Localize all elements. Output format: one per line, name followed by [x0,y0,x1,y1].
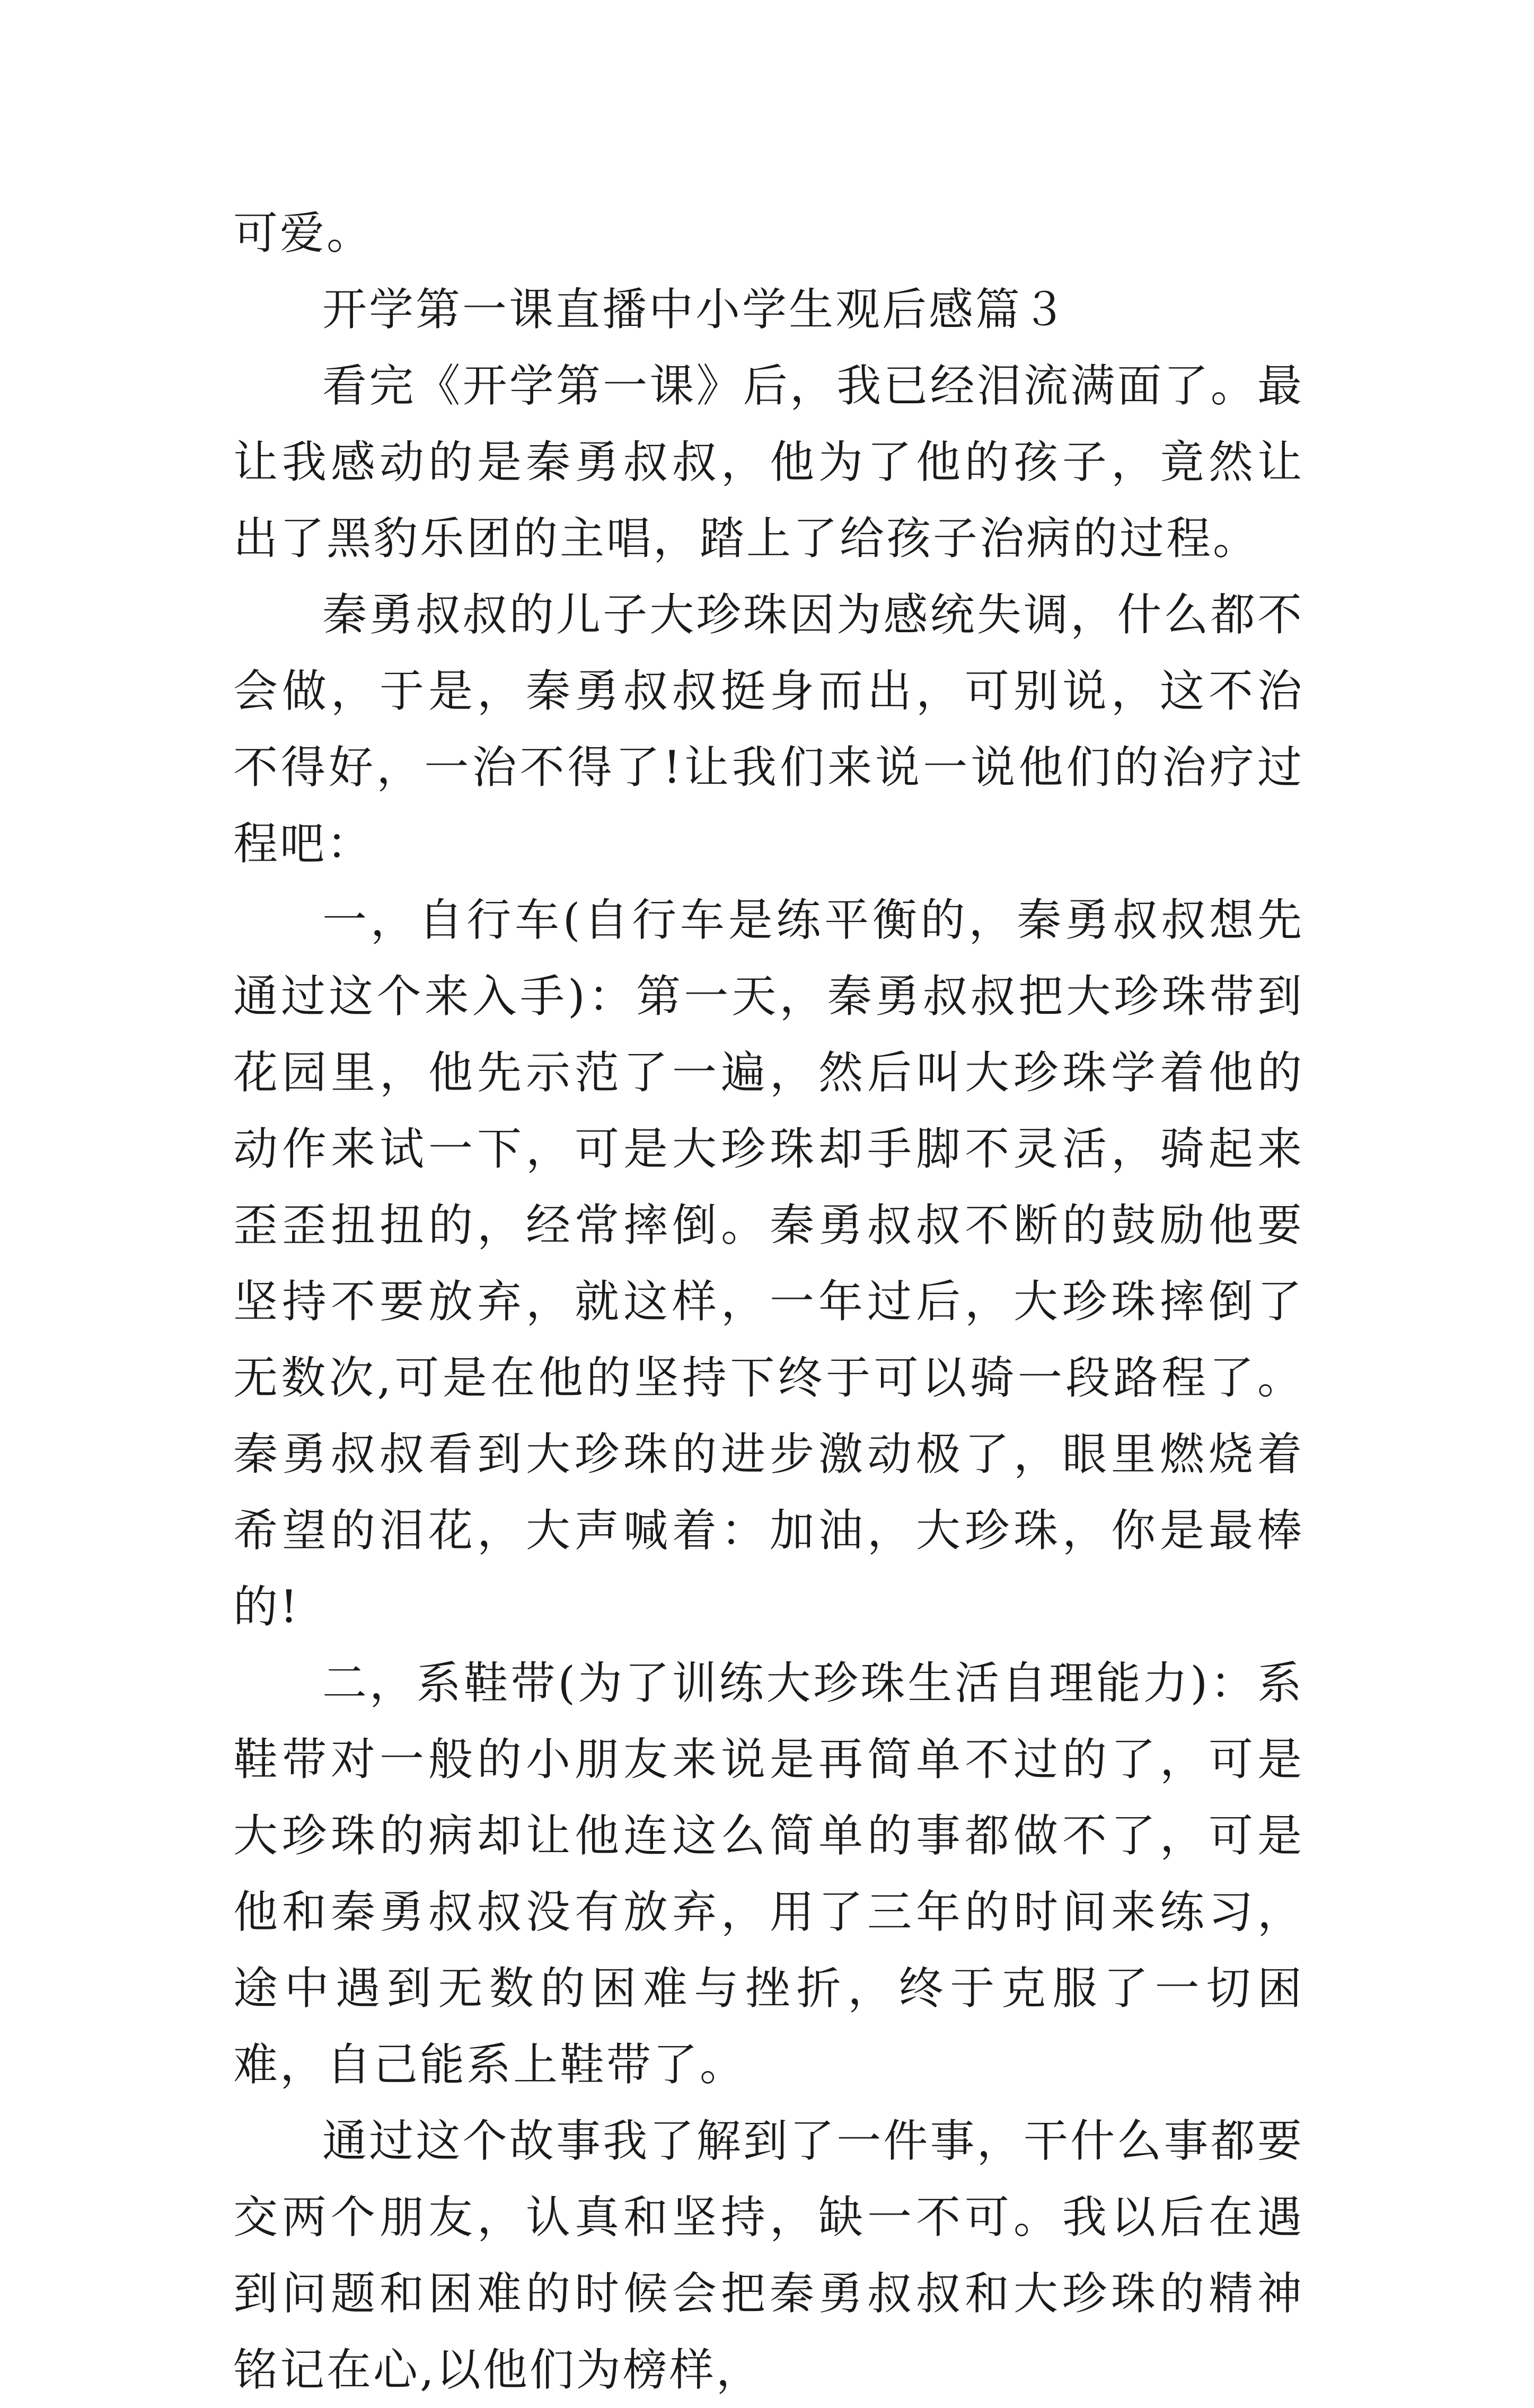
section-heading: 开学第一课直播中小学生观后感篇３ [322,284,1069,335]
paragraph: 秦勇叔叔的儿子大珍珠因为感统失调，什么都不会做，于是，秦勇叔叔挺身而出，可别说，这不治不得好，一治不得了!让我们来说一说他们的治疗过程吧： [233,589,1304,870]
paragraph: 二，系鞋带(为了训练大珍珠生活自理能力)：系鞋带对一般的小朋友来说是再简单不过的了，可是大珍珠的病却让他连这么简单的事都做不了，可是他和秦勇叔叔没有放弃，用了三年的时间来练习，途中遇到无数的困难与挫折，终于克服了一切困难，自己能系上鞋带了。 [233,1657,1304,2091]
paragraph: 一，自行车(自行车是练平衡的，秦勇叔叔想先通过这个来入手)：第一天，秦勇叔叔把大珍珠带到花园里，他先示范了一遍，然后叫大珍珠学着他的动作来试一下，可是大珍珠却手脚不灵活，骑起来歪歪扭扭的，经常摔倒。秦勇叔叔不断的鼓励他要坚持不要放弃，就这样，一年过后，大珍珠摔倒了无数次,可是在他的坚持下终于可以骑一段路程了。秦勇叔叔看到大珍珠的进步激动极了，眼里燃烧着希望的泪花，大声喊着：加油，大珍珠，你是最棒的! [233,894,1304,1633]
document-body [233,195,1304,2408]
paragraph-continuation: 可爱。 [233,207,374,259]
paragraph: 看完《开学第一课》后，我已经泪流满面了。最让我感动的是秦勇叔叔，他为了他的孩子，竟然让出了黑豹乐团的主唱，踏上了给孩子治病的过程。 [233,360,1304,564]
paragraph: 通过这个故事我了解到了一件事，干什么事都要交两个朋友，认真和坚持，缺一不可。我以后在遇到问题和困难的时候会把秦勇叔叔和大珍珠的精神铭记在心,以他们为榜样， [233,2115,1304,2396]
